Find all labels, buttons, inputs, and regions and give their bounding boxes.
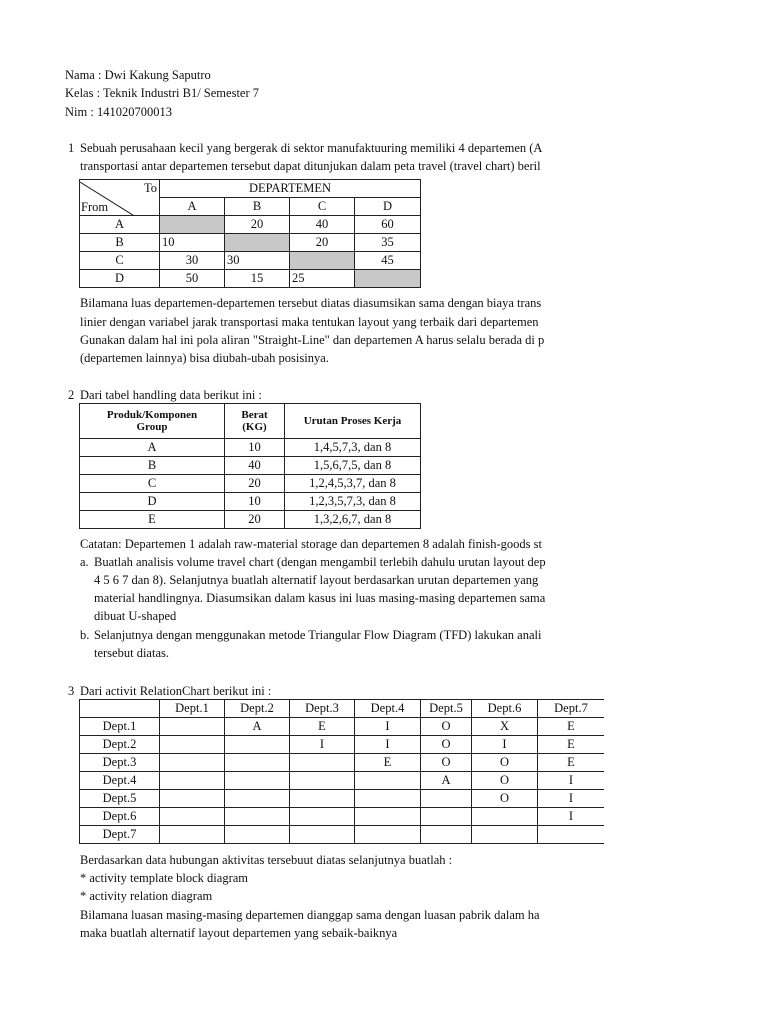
table-cell — [160, 790, 225, 808]
row-header: D — [80, 270, 160, 288]
table-cell — [160, 826, 225, 844]
question-3-text: Berdasarkan data hubungan aktivitas tersebuut diatas selanjutnya buatlah : — [80, 853, 453, 867]
table-cell: A — [225, 718, 290, 736]
table-cell — [355, 808, 421, 826]
table-row — [80, 439, 421, 457]
table-cell — [160, 736, 225, 754]
table-cell: 40 — [225, 457, 285, 475]
table-cell: O — [421, 718, 472, 736]
table-cell: 20 — [225, 511, 285, 529]
relation-chart-table — [79, 699, 604, 844]
question-1-text: (departemen lainnya) bisa diubah-ubah posisinya. — [80, 351, 329, 365]
question-1-number: 1 — [68, 141, 75, 155]
table-cell: E — [538, 754, 605, 772]
question-2-number: 2 — [68, 388, 75, 402]
table-row — [80, 457, 421, 475]
table-cell: 50 — [160, 270, 225, 288]
table-row — [80, 234, 421, 252]
question-1-text: Bilamana luas departemen-departemen tersebut diatas diasumsikan sama dengan biaya trans — [80, 296, 542, 310]
table-cell — [225, 736, 290, 754]
table-row — [80, 270, 421, 288]
table-cell: I — [472, 736, 538, 754]
row-header: B — [80, 234, 160, 252]
row-header: Dept.4 — [80, 772, 160, 790]
table-cell — [160, 754, 225, 772]
row-header: Dept.1 — [80, 718, 160, 736]
table-cell — [290, 754, 355, 772]
table-row — [80, 736, 605, 754]
table-cell — [290, 826, 355, 844]
table-cell: 10 — [225, 493, 285, 511]
table-cell: D — [80, 493, 225, 511]
table-cell: 10 — [160, 234, 225, 252]
table-cell: 30 — [160, 252, 225, 270]
table-cell — [421, 826, 472, 844]
table-cell: 1,3,2,6,7, dan 8 — [285, 511, 421, 529]
column-header: Dept.1 — [160, 700, 225, 718]
table-cell: I — [538, 772, 605, 790]
table-row — [80, 252, 421, 270]
column-header: C — [290, 198, 355, 216]
table-row — [80, 475, 421, 493]
table-cell: E — [538, 718, 605, 736]
table-cell: O — [472, 754, 538, 772]
question-3-number: 3 — [68, 684, 75, 698]
column-header: Dept.3 — [290, 700, 355, 718]
student-nim: Nim : 141020700013 — [65, 105, 172, 119]
table-cell: E — [290, 718, 355, 736]
question-3-bullet: * activity template block diagram — [80, 871, 248, 885]
item-b-text: tersebut diatas. — [94, 646, 169, 660]
item-b-label: b. — [80, 628, 90, 642]
table-cell — [472, 826, 538, 844]
table-cell: 1,5,6,7,5, dan 8 — [285, 457, 421, 475]
table-cell — [225, 772, 290, 790]
question-3-text: Bilamana luasan masing-masing departemen dianggap sama dengan luasan pabrik dalam ha — [80, 908, 540, 922]
table-cell — [225, 808, 290, 826]
table-cell: 1,4,5,7,3, dan 8 — [285, 439, 421, 457]
table-row — [80, 216, 421, 234]
header-text: Produk/Komponen — [106, 409, 198, 421]
row-header: A — [80, 216, 160, 234]
item-a-text: dibuat U-shaped — [94, 609, 177, 623]
table-row — [80, 826, 605, 844]
table-cell — [472, 808, 538, 826]
row-header: Dept.5 — [80, 790, 160, 808]
table-cell: E — [355, 754, 421, 772]
table-cell: X — [472, 718, 538, 736]
header-text: Group — [136, 421, 168, 433]
table-cell: 60 — [355, 216, 421, 234]
table-cell: I — [355, 718, 421, 736]
table-cell: I — [355, 736, 421, 754]
table-cell: 40 — [290, 216, 355, 234]
table-cell: I — [538, 790, 605, 808]
table-cell: 20 — [225, 216, 290, 234]
question-1-text: Gunakan dalam hal ini pola aliran "Straight-Line" dan departemen A harus selalu berada di p — [80, 333, 545, 347]
question-3-text: maka buatlah alternatif layout departemen yang sebaik-baiknya — [80, 926, 398, 940]
departemen-header: DEPARTEMEN — [160, 180, 421, 198]
row-header: Dept.3 — [80, 754, 160, 772]
table-cell: A — [80, 439, 225, 457]
table-row — [80, 808, 605, 826]
table-cell: I — [290, 736, 355, 754]
table-cell: 10 — [225, 439, 285, 457]
table-cell — [421, 790, 472, 808]
student-name: Nama : Dwi Kakung Saputro — [65, 68, 211, 82]
student-class: Kelas : Teknik Industri B1/ Semester 7 — [65, 86, 260, 100]
row-header: Dept.2 — [80, 736, 160, 754]
table-cell: A — [421, 772, 472, 790]
shaded-cell — [290, 252, 355, 270]
table-cell: 45 — [355, 252, 421, 270]
table-row — [80, 772, 605, 790]
question-3-bullet: * activity relation diagram — [80, 889, 213, 903]
table-cell: 1,2,3,5,7,3, dan 8 — [285, 493, 421, 511]
table-cell — [355, 772, 421, 790]
table-cell: 1,2,4,5,3,7, dan 8 — [285, 475, 421, 493]
table-cell: 20 — [290, 234, 355, 252]
column-header: Dept.7 — [538, 700, 605, 718]
table-cell — [160, 808, 225, 826]
handling-data-table — [79, 403, 421, 529]
table-cell: 35 — [355, 234, 421, 252]
item-b-text: Selanjutnya dengan menggunakan metode Triangular Flow Diagram (TFD) lakukan anali — [94, 628, 542, 642]
column-header: Dept.4 — [355, 700, 421, 718]
question-1-text: transportasi antar departemen tersebut dapat ditunjukan dalam peta travel (travel chart) beril — [80, 159, 541, 173]
question-1-text: linier dengan variabel jarak transportasi maka tentukan layout yang terbaik dari departemen — [80, 315, 539, 329]
table-cell: I — [538, 808, 605, 826]
table-cell: O — [472, 772, 538, 790]
column-header: Dept.5 — [421, 700, 472, 718]
header-text: (KG) — [242, 421, 267, 433]
table-cell: 30 — [225, 252, 290, 270]
table-cell: E — [538, 736, 605, 754]
table-cell — [160, 718, 225, 736]
column-header: B — [225, 198, 290, 216]
to-label: To — [143, 181, 157, 195]
shaded-cell — [355, 270, 421, 288]
table-cell: C — [80, 475, 225, 493]
shaded-cell — [160, 216, 225, 234]
table-cell: O — [472, 790, 538, 808]
table-cell — [225, 826, 290, 844]
question-2-note: Catatan: Departemen 1 adalah raw-material storage dan departemen 8 adalah finish-goods st — [80, 537, 542, 551]
table-cell: 25 — [290, 270, 355, 288]
table-cell: 20 — [225, 475, 285, 493]
table-cell — [290, 808, 355, 826]
column-header: A — [160, 198, 225, 216]
item-a-text: material handlingnya. Diasumsikan dalam kasus ini luas masing-masing departemen sama — [94, 591, 546, 605]
table-cell: O — [421, 736, 472, 754]
table-cell — [225, 754, 290, 772]
header-text: Berat — [241, 409, 268, 421]
column-header: Urutan Proses Kerja — [285, 404, 421, 439]
column-header: Dept.6 — [472, 700, 538, 718]
item-a-text: Buatlah analisis volume travel chart (dengan mengambil terlebih dahulu urutan layout dep — [94, 555, 546, 569]
corner-cell — [80, 700, 160, 718]
column-header: D — [355, 198, 421, 216]
table-row — [80, 493, 421, 511]
table-cell: 15 — [225, 270, 290, 288]
table-row — [80, 790, 605, 808]
row-header: Dept.7 — [80, 826, 160, 844]
table-cell — [421, 808, 472, 826]
row-header: C — [80, 252, 160, 270]
to-from-header-cell — [80, 180, 160, 216]
table-cell — [355, 790, 421, 808]
travel-chart-table — [79, 179, 421, 288]
column-header — [225, 404, 285, 439]
question-2-intro: Dari tabel handling data berikut ini : — [80, 388, 262, 402]
item-a-label: a. — [80, 555, 89, 569]
table-cell — [538, 826, 605, 844]
column-header: Dept.2 — [225, 700, 290, 718]
table-cell — [160, 772, 225, 790]
table-row — [80, 718, 605, 736]
item-a-text: 4 5 6 7 dan 8). Selanjutnya buatlah alternatif layout berdasarkan urutan departemen yang — [94, 573, 539, 587]
table-cell: B — [80, 457, 225, 475]
column-header — [80, 404, 225, 439]
table-cell — [290, 772, 355, 790]
table-cell — [225, 790, 290, 808]
question-1-text: Sebuah perusahaan kecil yang bergerak di sektor manufaktuuring memiliki 4 departemen (A — [80, 141, 543, 155]
question-3-intro: Dari activit RelationChart berikut ini : — [80, 684, 272, 698]
shaded-cell — [225, 234, 290, 252]
row-header: Dept.6 — [80, 808, 160, 826]
from-label: From — [81, 200, 109, 214]
table-row — [80, 511, 421, 529]
table-cell: O — [421, 754, 472, 772]
table-cell: E — [80, 511, 225, 529]
table-cell — [290, 790, 355, 808]
table-cell — [355, 826, 421, 844]
table-row — [80, 754, 605, 772]
